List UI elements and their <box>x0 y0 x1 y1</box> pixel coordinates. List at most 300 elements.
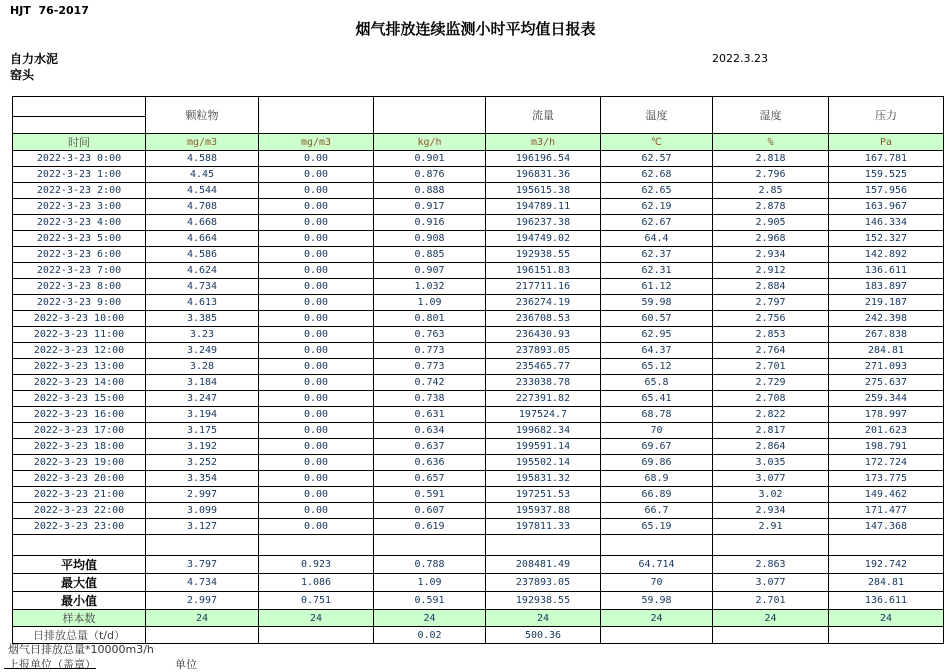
value-cell: 62.37 <box>601 247 713 263</box>
station-name: 窑头 <box>10 68 35 82</box>
value-cell: 2.756 <box>713 311 829 327</box>
time-cell: 2022-3-23 18:00 <box>13 439 146 455</box>
value-cell: 64.37 <box>601 343 713 359</box>
page-title: 烟气排放连续监测小时平均值日报表 <box>355 20 596 38</box>
value-cell: 4.734 <box>146 279 259 295</box>
summary-value-cell: 3.077 <box>713 574 829 592</box>
value-cell: 3.247 <box>146 391 259 407</box>
value-cell: 2.997 <box>146 487 259 503</box>
time-cell: 2022-3-23 23:00 <box>13 519 146 535</box>
value-cell: 0.00 <box>259 263 374 279</box>
table-row <box>13 503 944 519</box>
value-cell: 178.997 <box>829 407 944 423</box>
value-cell: 3.175 <box>146 423 259 439</box>
value-cell: 194789.11 <box>486 199 601 215</box>
table-header <box>13 97 944 151</box>
value-cell: 69.67 <box>601 439 713 455</box>
summary-value-cell: 24 <box>146 610 259 627</box>
value-cell: 3.194 <box>146 407 259 423</box>
value-cell: 3.02 <box>713 487 829 503</box>
summary-value-cell: 24 <box>259 610 374 627</box>
time-cell: 2022-3-23 20:00 <box>13 471 146 487</box>
group-header-cell <box>374 97 486 134</box>
value-cell: 65.12 <box>601 359 713 375</box>
group-header-cell: 流量 <box>486 97 601 134</box>
value-cell: 173.775 <box>829 471 944 487</box>
time-cell: 2022-3-23 0:00 <box>13 151 146 167</box>
report-date: 2022.3.23 <box>712 52 768 65</box>
value-cell: 0.607 <box>374 503 486 519</box>
value-cell: 0.773 <box>374 359 486 375</box>
value-cell: 3.127 <box>146 519 259 535</box>
value-cell: 4.588 <box>146 151 259 167</box>
summary-value-cell: 24 <box>601 610 713 627</box>
group-header-cell: 颗粒物 <box>146 97 259 134</box>
value-cell: 62.95 <box>601 327 713 343</box>
value-cell: 0.742 <box>374 375 486 391</box>
value-cell: 0.917 <box>374 199 486 215</box>
time-cell: 2022-3-23 22:00 <box>13 503 146 519</box>
value-cell: 0.916 <box>374 215 486 231</box>
value-cell: 146.334 <box>829 215 944 231</box>
value-cell: 227391.82 <box>486 391 601 407</box>
value-cell: 157.956 <box>829 183 944 199</box>
summary-label: 样本数 <box>13 610 146 627</box>
footer-note: 烟气日排放总量*10000m3/h <box>8 643 154 656</box>
time-cell: 2022-3-23 12:00 <box>13 343 146 359</box>
value-cell: 159.525 <box>829 167 944 183</box>
time-cell: 2022-3-23 2:00 <box>13 183 146 199</box>
value-cell: 0.591 <box>374 487 486 503</box>
value-cell: 0.637 <box>374 439 486 455</box>
footer-report-unit-label: 上报单位（盖章） <box>8 658 96 671</box>
value-cell: 60.57 <box>601 311 713 327</box>
summary-value-cell: 0.591 <box>374 592 486 610</box>
value-cell: 235465.77 <box>486 359 601 375</box>
value-cell: 195937.88 <box>486 503 601 519</box>
value-cell: 66.7 <box>601 503 713 519</box>
report-table <box>12 96 944 644</box>
unit-cell: mg/m3 <box>259 134 374 151</box>
summary-value-cell <box>713 627 829 644</box>
summary-value-cell: 4.734 <box>146 574 259 592</box>
value-cell: 196237.38 <box>486 215 601 231</box>
value-cell: 2.85 <box>713 183 829 199</box>
summary-value-cell: 0.751 <box>259 592 374 610</box>
table-row <box>13 167 944 183</box>
table-row <box>13 343 944 359</box>
table-row <box>13 455 944 471</box>
time-cell: 2022-3-23 14:00 <box>13 375 146 391</box>
table-body <box>13 151 944 556</box>
value-cell: 172.724 <box>829 455 944 471</box>
value-cell: 219.187 <box>829 295 944 311</box>
table-row <box>13 487 944 503</box>
summary-value-cell: 192.742 <box>829 556 944 574</box>
value-cell: 142.892 <box>829 247 944 263</box>
value-cell: 2.708 <box>713 391 829 407</box>
summary-row-stat <box>13 592 944 610</box>
value-cell: 195831.32 <box>486 471 601 487</box>
value-cell: 3.354 <box>146 471 259 487</box>
value-cell: 2.797 <box>713 295 829 311</box>
value-cell: 2.864 <box>713 439 829 455</box>
table-row <box>13 231 944 247</box>
value-cell: 65.19 <box>601 519 713 535</box>
value-cell: 2.853 <box>713 327 829 343</box>
value-cell: 236708.53 <box>486 311 601 327</box>
spacer-cell <box>146 535 259 556</box>
value-cell: 3.184 <box>146 375 259 391</box>
value-cell: 2.822 <box>713 407 829 423</box>
table-summary <box>13 556 944 644</box>
value-cell: 2.912 <box>713 263 829 279</box>
summary-label: 平均值 <box>13 556 146 574</box>
value-cell: 0.657 <box>374 471 486 487</box>
summary-value-cell: 24 <box>829 610 944 627</box>
value-cell: 259.344 <box>829 391 944 407</box>
value-cell: 62.67 <box>601 215 713 231</box>
value-cell: 4.45 <box>146 167 259 183</box>
summary-row-stat <box>13 556 944 574</box>
time-cell: 2022-3-23 16:00 <box>13 407 146 423</box>
table-row <box>13 295 944 311</box>
summary-value-cell: 24 <box>374 610 486 627</box>
summary-value-cell: 136.611 <box>829 592 944 610</box>
value-cell: 147.368 <box>829 519 944 535</box>
table-row <box>13 327 944 343</box>
summary-value-cell: 284.81 <box>829 574 944 592</box>
group-header-cell: 温度 <box>601 97 713 134</box>
summary-value-cell: 0.02 <box>374 627 486 644</box>
value-cell: 149.462 <box>829 487 944 503</box>
table-row <box>13 439 944 455</box>
value-cell: 198.791 <box>829 439 944 455</box>
value-cell: 0.634 <box>374 423 486 439</box>
unit-cell: Pa <box>829 134 944 151</box>
footer-unit-label: 单位 <box>175 658 197 671</box>
table-row <box>13 391 944 407</box>
spacer-cell <box>259 535 374 556</box>
summary-value-cell <box>829 627 944 644</box>
value-cell: 284.81 <box>829 343 944 359</box>
unit-cell: ℃ <box>601 134 713 151</box>
value-cell: 4.544 <box>146 183 259 199</box>
value-cell: 1.032 <box>374 279 486 295</box>
value-cell: 197251.53 <box>486 487 601 503</box>
value-cell: 0.00 <box>259 295 374 311</box>
value-cell: 2.817 <box>713 423 829 439</box>
spacer-cell <box>486 535 601 556</box>
time-cell: 2022-3-23 1:00 <box>13 167 146 183</box>
summary-value-cell <box>146 627 259 644</box>
table-row <box>13 199 944 215</box>
value-cell: 0.00 <box>259 327 374 343</box>
value-cell: 0.00 <box>259 471 374 487</box>
value-cell: 183.897 <box>829 279 944 295</box>
table-row <box>13 263 944 279</box>
summary-value-cell: 1.086 <box>259 574 374 592</box>
summary-value-cell <box>259 627 374 644</box>
value-cell: 199591.14 <box>486 439 601 455</box>
value-cell: 0.00 <box>259 215 374 231</box>
table-row <box>13 359 944 375</box>
table-row <box>13 407 944 423</box>
value-cell: 0.888 <box>374 183 486 199</box>
header-group-row <box>13 97 944 117</box>
next-table-edge <box>4 668 96 669</box>
value-cell: 66.89 <box>601 487 713 503</box>
time-cell: 2022-3-23 6:00 <box>13 247 146 263</box>
table-row <box>13 151 944 167</box>
value-cell: 0.631 <box>374 407 486 423</box>
value-cell: 1.09 <box>374 295 486 311</box>
value-cell: 201.623 <box>829 423 944 439</box>
time-cell: 2022-3-23 19:00 <box>13 455 146 471</box>
summary-value-cell: 1.09 <box>374 574 486 592</box>
summary-value-cell: 2.863 <box>713 556 829 574</box>
summary-label: 日排放总量（t/d） <box>13 627 146 644</box>
value-cell: 236430.93 <box>486 327 601 343</box>
unit-cell: mg/m3 <box>146 134 259 151</box>
summary-value-cell: 59.98 <box>601 592 713 610</box>
summary-value-cell: 2.997 <box>146 592 259 610</box>
value-cell: 0.00 <box>259 199 374 215</box>
value-cell: 0.773 <box>374 343 486 359</box>
value-cell: 0.00 <box>259 183 374 199</box>
value-cell: 242.398 <box>829 311 944 327</box>
value-cell: 2.701 <box>713 359 829 375</box>
value-cell: 0.00 <box>259 519 374 535</box>
value-cell: 0.00 <box>259 455 374 471</box>
company-name: 自力水泥 <box>10 52 59 66</box>
summary-value-cell: 237893.05 <box>486 574 601 592</box>
value-cell: 2.905 <box>713 215 829 231</box>
summary-value-cell: 70 <box>601 574 713 592</box>
value-cell: 4.586 <box>146 247 259 263</box>
summary-label: 最大值 <box>13 574 146 592</box>
value-cell: 195502.14 <box>486 455 601 471</box>
value-cell: 0.00 <box>259 247 374 263</box>
value-cell: 0.00 <box>259 311 374 327</box>
value-cell: 68.9 <box>601 471 713 487</box>
value-cell: 2.884 <box>713 279 829 295</box>
time-cell: 2022-3-23 5:00 <box>13 231 146 247</box>
value-cell: 0.901 <box>374 151 486 167</box>
value-cell: 0.00 <box>259 439 374 455</box>
summary-value-cell: 0.788 <box>374 556 486 574</box>
value-cell: 195615.38 <box>486 183 601 199</box>
value-cell: 62.57 <box>601 151 713 167</box>
summary-value-cell <box>601 627 713 644</box>
value-cell: 2.934 <box>713 503 829 519</box>
value-cell: 4.664 <box>146 231 259 247</box>
group-header-cell <box>259 97 374 134</box>
value-cell: 271.093 <box>829 359 944 375</box>
value-cell: 0.763 <box>374 327 486 343</box>
value-cell: 0.738 <box>374 391 486 407</box>
value-cell: 2.764 <box>713 343 829 359</box>
value-cell: 0.00 <box>259 231 374 247</box>
time-cell: 2022-3-23 4:00 <box>13 215 146 231</box>
summary-label: 最小值 <box>13 592 146 610</box>
table-row <box>13 519 944 535</box>
time-cell: 2022-3-23 15:00 <box>13 391 146 407</box>
value-cell: 233038.78 <box>486 375 601 391</box>
table-row <box>13 183 944 199</box>
unit-cell: % <box>713 134 829 151</box>
value-cell: 0.00 <box>259 391 374 407</box>
value-cell: 197811.33 <box>486 519 601 535</box>
value-cell: 4.708 <box>146 199 259 215</box>
value-cell: 69.86 <box>601 455 713 471</box>
value-cell: 4.613 <box>146 295 259 311</box>
value-cell: 196151.83 <box>486 263 601 279</box>
time-cell: 2022-3-23 10:00 <box>13 311 146 327</box>
time-cell: 2022-3-23 13:00 <box>13 359 146 375</box>
value-cell: 3.252 <box>146 455 259 471</box>
value-cell: 199682.34 <box>486 423 601 439</box>
time-cell: 2022-3-23 17:00 <box>13 423 146 439</box>
value-cell: 2.818 <box>713 151 829 167</box>
value-cell: 275.637 <box>829 375 944 391</box>
value-cell: 2.796 <box>713 167 829 183</box>
table-row <box>13 375 944 391</box>
spacer-cell <box>374 535 486 556</box>
summary-value-cell: 0.923 <box>259 556 374 574</box>
value-cell: 3.192 <box>146 439 259 455</box>
value-cell: 2.91 <box>713 519 829 535</box>
table-row <box>13 279 944 295</box>
value-cell: 0.00 <box>259 343 374 359</box>
unit-cell: m3/h <box>486 134 601 151</box>
value-cell: 152.327 <box>829 231 944 247</box>
spacer-cell <box>829 535 944 556</box>
value-cell: 0.885 <box>374 247 486 263</box>
value-cell: 0.00 <box>259 423 374 439</box>
time-header-upper-cell <box>13 97 146 117</box>
summary-value-cell: 64.714 <box>601 556 713 574</box>
table-row <box>13 423 944 439</box>
value-cell: 136.611 <box>829 263 944 279</box>
value-cell: 196196.54 <box>486 151 601 167</box>
table-row <box>13 247 944 263</box>
value-cell: 163.967 <box>829 199 944 215</box>
summary-value-cell: 24 <box>713 610 829 627</box>
time-cell: 2022-3-23 21:00 <box>13 487 146 503</box>
value-cell: 3.099 <box>146 503 259 519</box>
value-cell: 62.65 <box>601 183 713 199</box>
value-cell: 3.385 <box>146 311 259 327</box>
unit-cell: kg/h <box>374 134 486 151</box>
table-row <box>13 215 944 231</box>
value-cell: 59.98 <box>601 295 713 311</box>
value-cell: 2.934 <box>713 247 829 263</box>
value-cell: 0.00 <box>259 375 374 391</box>
group-header-cell: 湿度 <box>713 97 829 134</box>
value-cell: 0.907 <box>374 263 486 279</box>
summary-value-cell: 192938.55 <box>486 592 601 610</box>
summary-row-samples <box>13 610 944 627</box>
summary-value-cell: 500.36 <box>486 627 601 644</box>
value-cell: 4.624 <box>146 263 259 279</box>
value-cell: 65.41 <box>601 391 713 407</box>
value-cell: 237893.05 <box>486 343 601 359</box>
value-cell: 171.477 <box>829 503 944 519</box>
time-cell: 2022-3-23 7:00 <box>13 263 146 279</box>
summary-value-cell: 2.701 <box>713 592 829 610</box>
value-cell: 3.249 <box>146 343 259 359</box>
value-cell: 62.19 <box>601 199 713 215</box>
value-cell: 267.838 <box>829 327 944 343</box>
value-cell: 0.00 <box>259 151 374 167</box>
summary-value-cell: 24 <box>486 610 601 627</box>
summary-row-stat <box>13 574 944 592</box>
value-cell: 0.876 <box>374 167 486 183</box>
summary-value-cell: 208481.49 <box>486 556 601 574</box>
time-column-label: 时间 <box>13 134 146 151</box>
spacer-cell <box>601 535 713 556</box>
value-cell: 0.619 <box>374 519 486 535</box>
value-cell: 0.908 <box>374 231 486 247</box>
value-cell: 3.035 <box>713 455 829 471</box>
table-row <box>13 311 944 327</box>
time-cell: 2022-3-23 11:00 <box>13 327 146 343</box>
value-cell: 70 <box>601 423 713 439</box>
value-cell: 192938.55 <box>486 247 601 263</box>
value-cell: 0.636 <box>374 455 486 471</box>
value-cell: 0.00 <box>259 487 374 503</box>
group-header-cell: 压力 <box>829 97 944 134</box>
time-cell: 2022-3-23 8:00 <box>13 279 146 295</box>
value-cell: 68.78 <box>601 407 713 423</box>
value-cell: 65.8 <box>601 375 713 391</box>
value-cell: 64.4 <box>601 231 713 247</box>
value-cell: 0.00 <box>259 167 374 183</box>
value-cell: 2.968 <box>713 231 829 247</box>
value-cell: 0.00 <box>259 503 374 519</box>
value-cell: 2.729 <box>713 375 829 391</box>
spacer-cell <box>713 535 829 556</box>
value-cell: 62.68 <box>601 167 713 183</box>
value-cell: 61.12 <box>601 279 713 295</box>
value-cell: 217711.16 <box>486 279 601 295</box>
time-cell: 2022-3-23 3:00 <box>13 199 146 215</box>
value-cell: 0.00 <box>259 359 374 375</box>
value-cell: 167.781 <box>829 151 944 167</box>
units-row <box>13 134 944 151</box>
spacer-cell <box>13 535 146 556</box>
value-cell: 236274.19 <box>486 295 601 311</box>
value-cell: 62.31 <box>601 263 713 279</box>
value-cell: 196831.36 <box>486 167 601 183</box>
spacer-row <box>13 535 944 556</box>
summary-value-cell: 3.797 <box>146 556 259 574</box>
value-cell: 2.878 <box>713 199 829 215</box>
time-header-lower-cell <box>13 117 146 134</box>
value-cell: 3.28 <box>146 359 259 375</box>
value-cell: 194749.02 <box>486 231 601 247</box>
value-cell: 197524.7 <box>486 407 601 423</box>
value-cell: 3.077 <box>713 471 829 487</box>
standard-number: HJT 76-2017 <box>10 4 89 17</box>
value-cell: 4.668 <box>146 215 259 231</box>
value-cell: 0.00 <box>259 279 374 295</box>
table-row <box>13 471 944 487</box>
value-cell: 0.801 <box>374 311 486 327</box>
value-cell: 0.00 <box>259 407 374 423</box>
value-cell: 3.23 <box>146 327 259 343</box>
